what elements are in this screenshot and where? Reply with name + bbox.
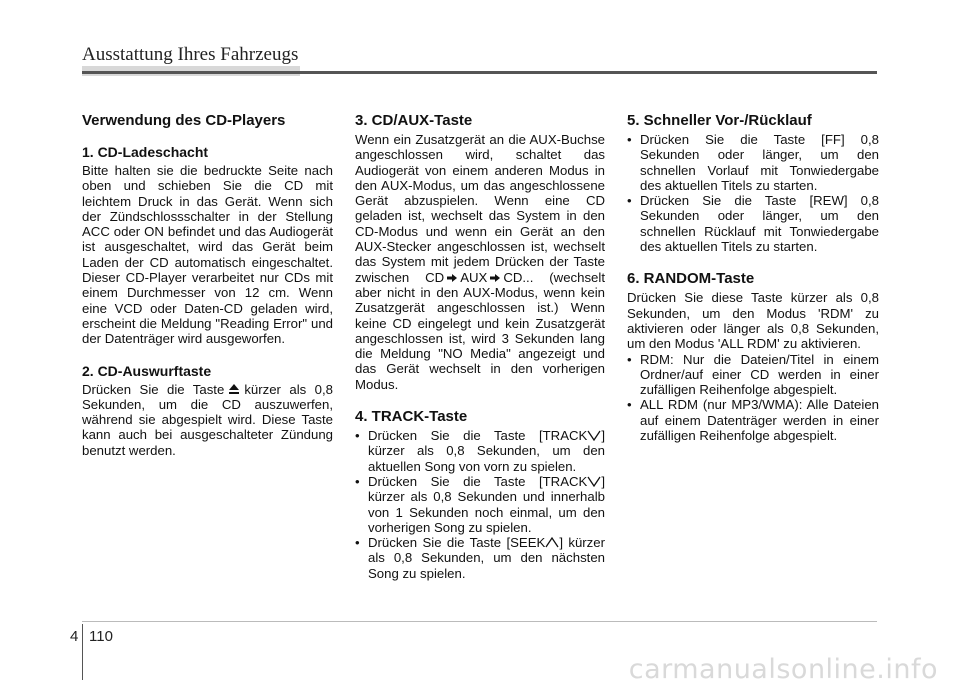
list-item-text-pre: Drücken Sie die Taste [SEEK (368, 535, 546, 551)
section-5-list (627, 132, 879, 254)
list-item-text-post: ] kürzer als 0,8 Sekunden, um den nächsten Song zu spielen. (368, 535, 605, 581)
section-2-text-pre: Drücken Sie die Taste (82, 381, 225, 397)
eject-icon (228, 383, 240, 395)
section-2-text-post: kürzer als 0,8 Sekunden, um die CD auszuwerfen, während sie abgespielt wird. Diese Taste kann auch bei ausgeschalteter Zündung benutzt werden. (82, 381, 333, 458)
mode-cd-label: CD (425, 269, 445, 285)
section-6-list (627, 352, 879, 444)
header-title: Ausstattung Ihres Fahrzeugs (82, 44, 299, 65)
watermark: carmanualsonline.info (628, 654, 938, 685)
section-3-text (355, 132, 605, 392)
list-item: • Drücken Sie die Taste [FF] 0,8 Sekunden oder länger, um den schnellen Vorlauf mit Tonwiedergabe des aktuellen Titels zu starten. (627, 132, 879, 193)
section-2-title: 2. CD-Auswurftaste (82, 362, 212, 379)
header-rule (82, 71, 877, 74)
arrow-right-icon (490, 274, 500, 282)
mode-aux-label: AUX (460, 269, 488, 285)
arrow-right-icon (447, 274, 457, 282)
list-item (355, 428, 605, 474)
list-item: • Drücken Sie die Taste [REW] 0,8 Sekunden oder länger, um den schnellen Rücklauf mit Tonwiedergabe des aktuellen Titels zu starten. (627, 193, 879, 254)
section-main-title: Verwendung des CD-Players (82, 112, 286, 129)
chevron-down-icon (587, 475, 601, 487)
page-number: 110 (89, 628, 113, 645)
section-3-title: 3. CD/AUX-Taste (355, 112, 473, 129)
footer-rule (82, 621, 877, 622)
section-4-title: 4. TRACK-Taste (355, 408, 468, 426)
list-item-text-post: ] kürzer als 0,8 Sekunden, um den aktuellen Song von vorn zu spielen. (368, 428, 605, 474)
list-item-text-post: ] kürzer als 0,8 Sekunden und innerhalb von 1 Sekunden noch einmal, um den vorherigen Song zu spielen. (368, 473, 605, 535)
list-item (355, 535, 605, 581)
chevron-up-icon (545, 536, 559, 548)
column-3 (627, 112, 879, 443)
section-6-title: 6. RANDOM-Taste (627, 270, 755, 288)
section-6-text: Drücken Sie diese Taste kürzer als 0,8 Sekunden, um den Modus 'RDM' zu aktivieren oder länger als 0,8 Sekunden, um den Modus 'ALL RDM' zu aktivieren. (627, 290, 879, 352)
section-5-title: 5. Schneller Vor-/Rücklauf (627, 112, 812, 129)
list-item: • ALL RDM (nur MP3/WMA): Alle Dateien auf einem Datenträger werden in einer zufälligen Reihenfolge abgespielt. (627, 397, 879, 443)
chevron-down-icon (587, 429, 601, 441)
section-1-title: 1. CD-Ladeschacht (82, 144, 209, 160)
list-item-text-pre: Drücken Sie die Taste [TRACK (368, 428, 588, 444)
list-item-text-pre: Drücken Sie die Taste [TRACK (368, 473, 588, 489)
chapter-number: 4 (70, 628, 79, 645)
section-2-text (82, 382, 333, 458)
page-number-divider (82, 624, 83, 680)
section-3-text-a: Wenn ein Zusatzgerät an die AUX-Buchse angeschlossen wird, schaltet das Audiogerät von einem anderen Modus in den AUX-Modus, um das angeschlossene Gerät abzuspielen. Wenn eine CD geladen ist, wechselt das System in den CD-Modus und wenn ein Gerät an den AUX-Stecker angeschlossen ist, wechselt das System mit jedem Drücken der Taste zwischen (355, 132, 605, 285)
section-1-text: Bitte halten sie die bedruckte Seite nach oben und schieben Sie die CD mit leichtem Druck in das Gerät. Wenn sich der Zündschlossschalter in der Stellung ACC oder ON befindet und das Audiogerät ist ausgeschaltet, wird das Gerät beim Laden der CD automatisch eingeschaltet. Dieser CD-Player verarbeitet nur CDs mit einem Durchmesser von 12 cm. Wenn eine VCD oder Daten-CD geladen wird, erscheint die Meldung "Reading Error" und der Datenträger wird ausgeworfen. (82, 163, 333, 347)
list-item (355, 474, 605, 535)
list-item: • RDM: Nur die Dateien/Titel in einem Ordner/auf einer CD werden in einer zufälligen Reihenfolge abgespielt. (627, 352, 879, 398)
section-3-text-b: CD... (wechselt aber nicht in den AUX-Modus, wenn kein Zusatzgerät angeschlossen ist.) Wenn keine CD eingelegt und kein Zusatzgerät angeschlossen ist, wird 3 Sekunden lang die Meldung "NO Media" angezeigt und das Gerät wechselt in den vorherigen Modus. (355, 269, 605, 392)
column-1 (82, 112, 333, 458)
column-2 (355, 112, 605, 581)
section-4-list (355, 428, 605, 581)
